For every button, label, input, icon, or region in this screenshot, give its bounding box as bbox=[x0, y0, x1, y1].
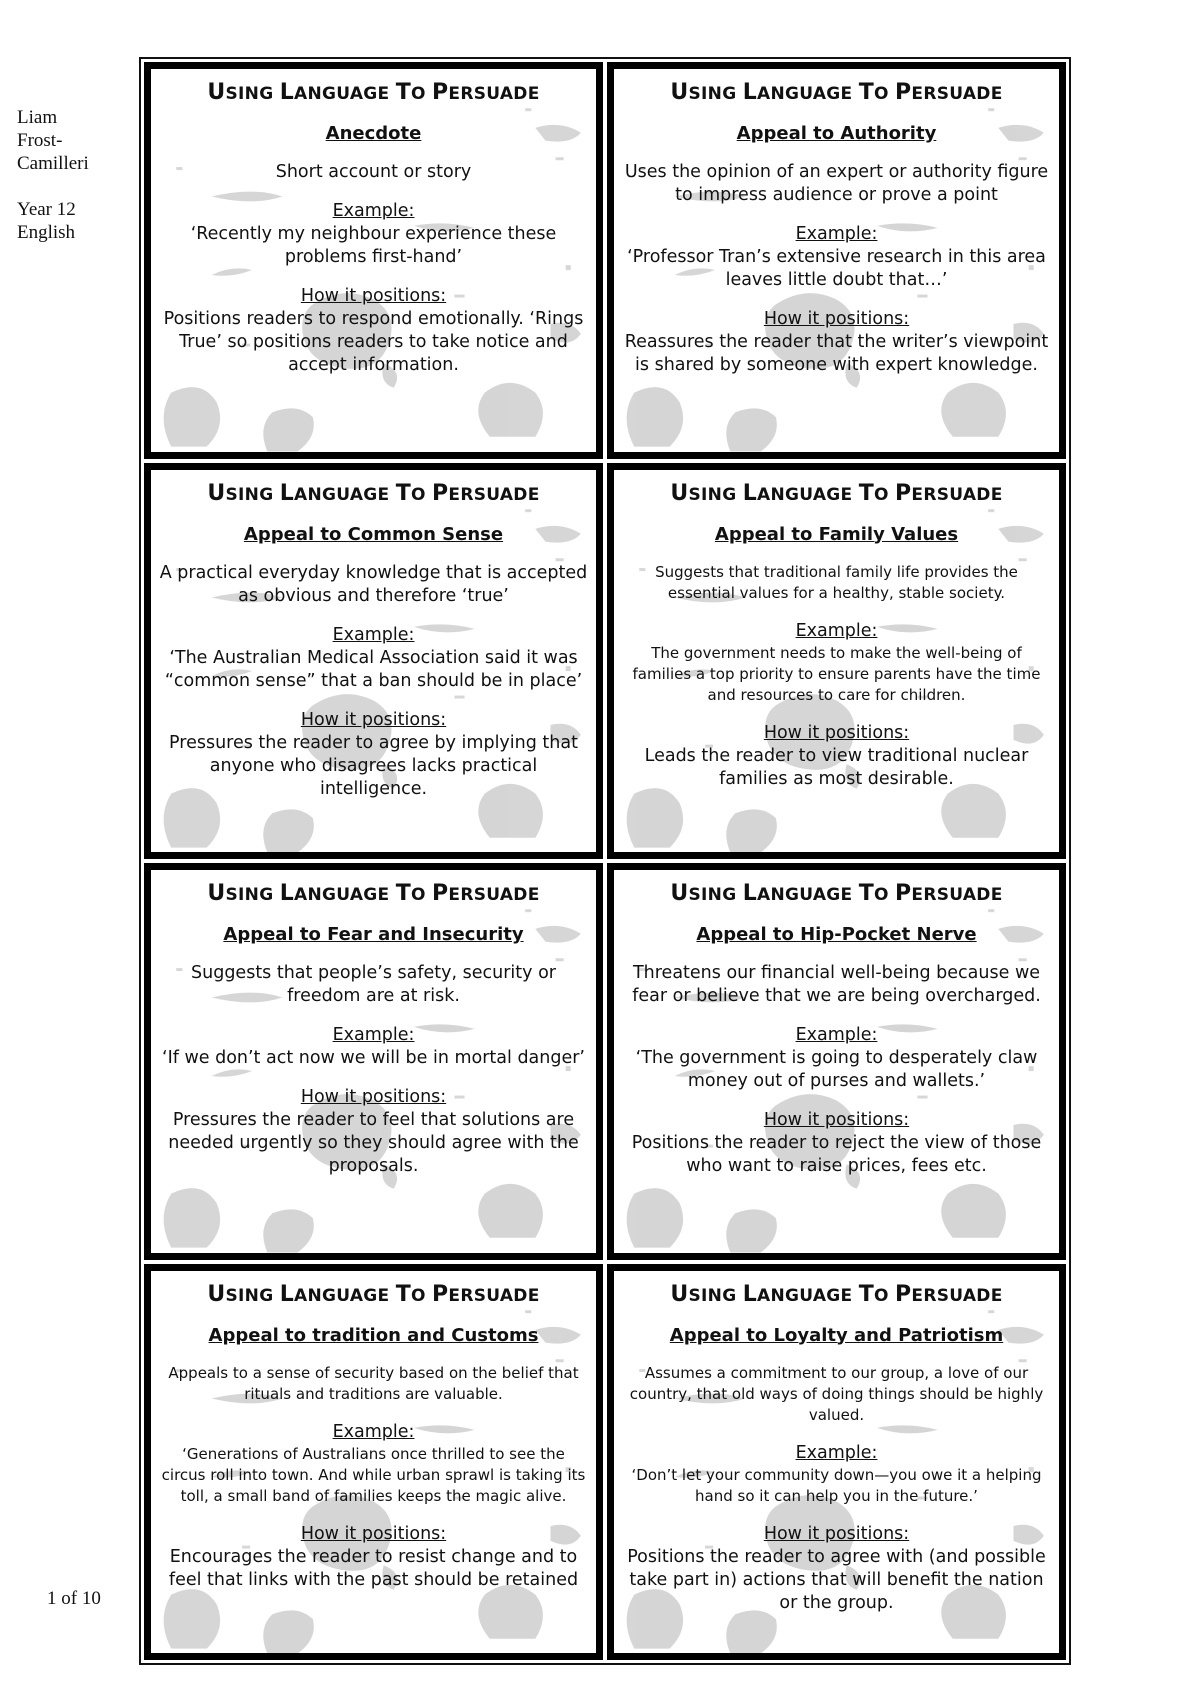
example-label: Example: bbox=[795, 1025, 878, 1045]
card-content bbox=[614, 1271, 1059, 1654]
card-title: Anecdote bbox=[325, 123, 422, 144]
positions-label: How it positions: bbox=[763, 1110, 910, 1130]
example-block bbox=[622, 620, 1051, 706]
positions-text: Leads the reader to view traditional nuclear families as most desirable. bbox=[644, 745, 1029, 789]
card-header: USING LANGUAGE TO PERSUADE bbox=[670, 1281, 1003, 1307]
persuasion-card-5 bbox=[144, 863, 603, 1260]
card-title: Appeal to Fear and Insecurity bbox=[223, 924, 524, 945]
card-header: USING LANGUAGE TO PERSUADE bbox=[207, 80, 540, 105]
card-header: USING LANGUAGE TO PERSUADE bbox=[670, 80, 1003, 105]
example-text: ‘Don’t let your community down—you owe it a helping hand so it can help you in the future.’ bbox=[631, 1465, 1042, 1505]
positions-label: How it positions: bbox=[300, 286, 447, 306]
card-definition: Suggests that people’s safety, security or freedom are at risk. bbox=[191, 963, 556, 1006]
class-line: English bbox=[17, 222, 76, 243]
persuasion-card-7 bbox=[144, 1264, 603, 1661]
card-definition: Suggests that traditional family life provides the essential values for a healthy, stable society. bbox=[655, 562, 1018, 602]
card-header: USING LANGUAGE TO PERSUADE bbox=[670, 480, 1003, 506]
card-title: Appeal to Authority bbox=[736, 123, 937, 144]
card-header: USING LANGUAGE TO PERSUADE bbox=[207, 1281, 540, 1307]
positions-block bbox=[622, 722, 1051, 791]
card-definition: Assumes a commitment to our group, a love of our country, that old ways of doing things should be highly valued. bbox=[629, 1363, 1044, 1424]
example-label: Example: bbox=[795, 224, 878, 244]
persuasion-card-3 bbox=[144, 463, 603, 860]
card-content bbox=[151, 69, 596, 452]
author-name-line: Liam bbox=[17, 107, 58, 128]
example-block bbox=[159, 200, 588, 269]
card-content bbox=[614, 69, 1059, 452]
positions-block bbox=[622, 1523, 1051, 1615]
positions-text: Encourages the reader to resist change and to feel that links with the past should be retained bbox=[168, 1546, 579, 1590]
class-line: Year 12 bbox=[17, 199, 76, 220]
card-definition: Appeals to a sense of security based on the belief that rituals and traditions are valuable. bbox=[168, 1363, 579, 1403]
positions-text: Pressures the reader to agree by implying that anyone who disagrees lacks practical intelligence. bbox=[169, 732, 578, 799]
card-header: USING LANGUAGE TO PERSUADE bbox=[207, 480, 540, 506]
positions-text: Positions the reader to reject the view of those who want to raise prices, fees etc. bbox=[631, 1133, 1042, 1176]
example-label: Example: bbox=[332, 1421, 415, 1442]
card-definition: Threatens our financial well-being because we fear or believe that we are being overcharged. bbox=[632, 963, 1041, 1006]
example-text: ‘If we don’t act now we will be in mortal danger’ bbox=[162, 1048, 585, 1068]
example-block bbox=[622, 1442, 1051, 1507]
page-number: 1 of 10 bbox=[47, 1588, 101, 1609]
positions-block bbox=[159, 285, 588, 377]
card-content bbox=[151, 1271, 596, 1654]
example-text: ‘Recently my neighbour experience these problems first-hand’ bbox=[190, 224, 557, 267]
persuasion-card-4 bbox=[607, 463, 1066, 860]
card-title: Appeal to Common Sense bbox=[243, 523, 504, 545]
positions-block bbox=[622, 1109, 1051, 1178]
example-label: Example: bbox=[795, 620, 878, 641]
card-content bbox=[614, 470, 1059, 853]
card-title: Appeal to Loyalty and Patriotism bbox=[669, 1324, 1004, 1346]
example-block bbox=[159, 1421, 588, 1507]
positions-block bbox=[159, 1523, 588, 1592]
persuasion-card-1 bbox=[144, 62, 603, 459]
persuasion-card-2 bbox=[607, 62, 1066, 459]
author-name-line: Camilleri bbox=[17, 153, 89, 174]
card-content bbox=[151, 870, 596, 1253]
example-text: ‘Generations of Australians once thrilled to see the circus roll into town. And while urban sprawl is taking its toll, a small band of families keeps the magic alive. bbox=[161, 1444, 586, 1505]
positions-label: How it positions: bbox=[300, 709, 447, 730]
positions-label: How it positions: bbox=[763, 1523, 910, 1544]
persuasion-card-6 bbox=[607, 863, 1066, 1260]
positions-text: Reassures the reader that the writer’s viewpoint is shared by someone with expert knowledge. bbox=[624, 332, 1049, 375]
positions-label: How it positions: bbox=[763, 309, 910, 329]
positions-block bbox=[159, 709, 588, 801]
example-text: ‘Professor Tran’s extensive research in this area leaves little doubt that…’ bbox=[627, 247, 1046, 290]
card-title: Appeal to Hip-Pocket Nerve bbox=[696, 924, 977, 945]
positions-text: Pressures the reader to feel that solutions are needed urgently so they should agree with the proposals. bbox=[168, 1110, 579, 1176]
author-name-line: Frost- bbox=[17, 130, 63, 151]
example-block bbox=[159, 1024, 588, 1070]
card-definition: A practical everyday knowledge that is accepted as obvious and therefore ‘true’ bbox=[159, 562, 588, 606]
card-content bbox=[614, 870, 1059, 1253]
example-label: Example: bbox=[332, 624, 415, 645]
example-text: ‘The Australian Medical Association said it was “common sense” that a ban should be in place’ bbox=[164, 647, 583, 691]
positions-block bbox=[159, 1086, 588, 1178]
card-header: USING LANGUAGE TO PERSUADE bbox=[670, 881, 1003, 906]
card-definition: Uses the opinion of an expert or authority figure to impress audience or prove a point bbox=[624, 162, 1049, 205]
card-grid bbox=[139, 57, 1071, 1665]
example-block bbox=[159, 624, 588, 693]
positions-label: How it positions: bbox=[763, 722, 910, 743]
example-label: Example: bbox=[332, 201, 415, 221]
persuasion-card-8 bbox=[607, 1264, 1066, 1661]
card-title: Appeal to Family Values bbox=[714, 523, 959, 545]
example-block bbox=[622, 223, 1051, 292]
example-label: Example: bbox=[795, 1442, 878, 1463]
card-content bbox=[151, 470, 596, 853]
example-text: The government needs to make the well-being of families a top priority to ensure parents have the time and resources to care for children. bbox=[632, 643, 1041, 704]
example-text: ‘The government is going to desperately claw money out of purses and wallets.’ bbox=[635, 1048, 1038, 1091]
author-margin-note bbox=[17, 106, 112, 244]
example-block bbox=[622, 1024, 1051, 1093]
card-title: Appeal to tradition and Customs bbox=[208, 1324, 539, 1346]
card-definition: Short account or story bbox=[275, 162, 472, 182]
positions-label: How it positions: bbox=[300, 1087, 447, 1107]
card-header: USING LANGUAGE TO PERSUADE bbox=[207, 881, 540, 906]
positions-block bbox=[622, 308, 1051, 377]
positions-text: Positions readers to respond emotionally. ‘Rings True’ so positions readers to take notice and accept information. bbox=[163, 309, 584, 375]
example-label: Example: bbox=[332, 1025, 415, 1045]
positions-text: Positions the reader to agree with (and possible take part in) actions that will benefit the nation or the group. bbox=[627, 1546, 1046, 1613]
positions-label: How it positions: bbox=[300, 1523, 447, 1544]
